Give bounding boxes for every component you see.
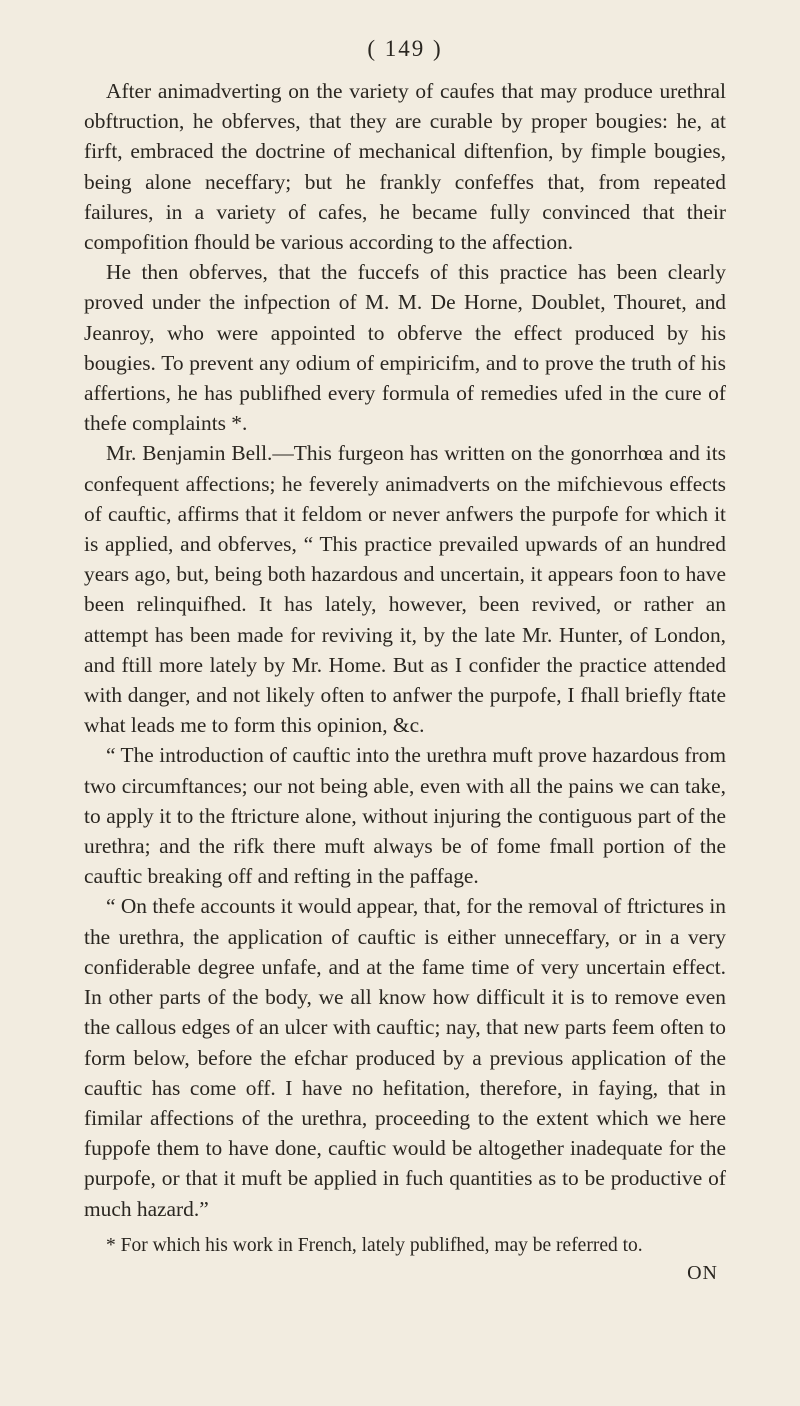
catchword: ON [687,1261,718,1284]
page-number: ( 149 ) [367,36,443,61]
body-text [84,76,726,1224]
paragraph: “ On thefe accounts it would appear, that, for the removal of ftrictures in the urethra, the application of cauftic is either unneceffary, or in a very confiderable degree unfafe, and at the fame time of very uncertain effect. In other parts of the body, we all know how difficult it is to remove even the callous edges of an ulcer with cauftic; nay, that new parts feem often to form below, before the efchar produced by a previous application of the cauftic has come off. I have no hefitation, therefore, in faying, that in fimilar affections of the urethra, proceeding to the extent which we here fuppofe them to have done, cauftic would be altogether inadequate for the purpofe, or that it muft be applied in fuch quantities as to be productive of much hazard.” [84,894,726,1221]
paragraph: “ The introduction of cauftic into the urethra muft prove hazardous from two circumftances; our not being able, even with all the pains we can take, to apply it to the ftricture alone, without injuring the contiguous part of the urethra; and the rifk there muft always be of fome fmall portion of the cauftic breaking off and refting in the paffage. [84,743,726,889]
paragraph: Mr. Benjamin Bell.—This furgeon has written on the gonorrhœa and its confequent affections; he feverely animadverts on the mifchievous effects of cauftic, affirms that it feldom or never anfwers the purpofe for which it is applied, and obferves, “ This practice prevailed upwards of an hundred years ago, but, being both hazardous and uncertain, it appears foon to have been relinquifhed. It has lately, however, been revived, or rather an attempt has been made for reviving it, by the late Mr. Hunter, of London, and ftill more lately by Mr. Home. But as I confider the practice attended with danger, and not likely often to anfwer the purpofe, I fhall briefly ftate what leads me to form this opinion, &c. [84,441,726,738]
paragraph: After animadverting on the variety of caufes that may produce urethral obftruction, he obferves, that they are curable by proper bougies: he, at firft, embraced the doctrine of mechanical diftenfion, by fimple bougies, being alone neceffary; but he frankly confeffes that, from repeated failures, in a variety of cafes, he became fully convinced that their compofition fhould be various according to the affection. [84,79,726,255]
footnote: * For which his work in French, lately publifhed, may be referred to. [106,1234,643,1256]
paragraph: He then obferves, that the fuccefs of this practice has been clearly proved under the infpection of M. M. De Horne, Doublet, Thouret, and Jeanroy, who were appointed to obferve the effect produced by his bougies. To prevent any odium of empiricifm, and to prove the truth of his affertions, he has publifhed every formula of remedies ufed in the cure of thefe complaints *. [84,260,726,436]
